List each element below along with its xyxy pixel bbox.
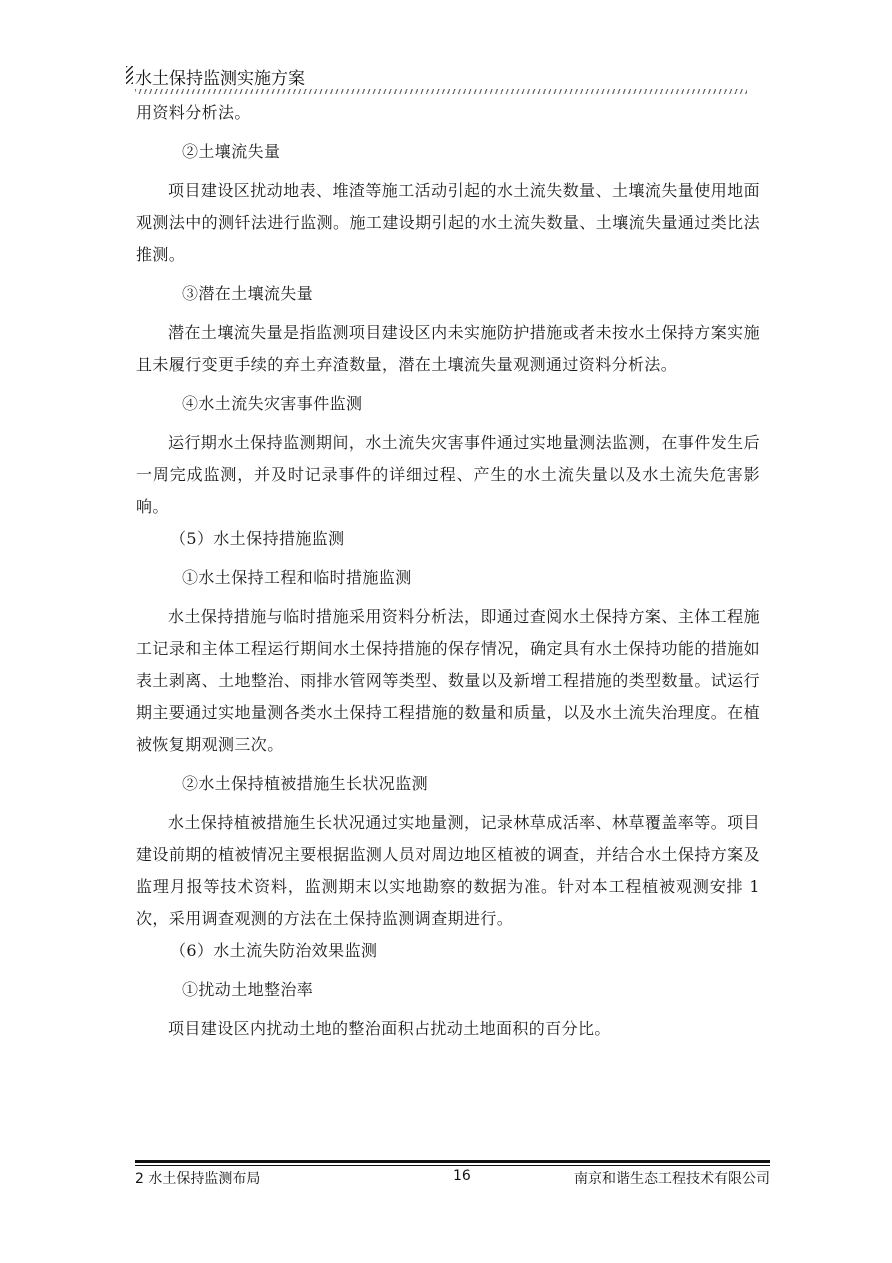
footer-chapter: 2 水土保持监测布局 [135,1171,261,1187]
subheading: ①扰动土地整治率 [182,980,314,999]
subheading: ②水土保持植被措施生长状况监测 [182,774,429,793]
header-title: 水土保持监测实施方案 [135,69,305,89]
paragraph: 项目建设区扰动地表、堆渣等施工活动引起的水土流失数量、土壤流失量使用地面观测法中的测钎法进行监测。施工建设期引起的水土流失数量、土壤流失量通过类比法推测。 [136,181,760,264]
header-rule [135,89,747,94]
page-header [135,62,747,96]
footer-rule [135,1160,770,1163]
paragraph: 水土保持措施与临时措施采用资料分析法，即通过查阅水土保持方案、主体工程施工记录和主体工程运行期间水土保持措施的保存情况，确定具有水土保持功能的措施如表土剥离、土地整治、雨排水管网等类型、数量以及新增工程措施的类型数量。试运行期主要通过实地量测各类水土保持工程措施的数量和质量，以及水土流失治理度。在植被恢复期观测三次。 [136,607,760,754]
footer-company: 南京和谐生态工程技术有限公司 [574,1171,770,1187]
page-number: 16 [453,1168,471,1184]
section-heading: （5）水土保持措施监测 [170,529,345,548]
paragraph: 用资料分析法。 [136,103,251,122]
subheading: ①水土保持工程和临时措施监测 [182,568,412,587]
paragraph: 潜在土壤流失量是指监测项目建设区内未实施防护措施或者未按水土保持方案实施且未履行变更手续的弃土弃渣数量，潜在土壤流失量观测通过资料分析法。 [136,323,760,374]
subheading: ③潜在土壤流失量 [182,284,314,303]
page-footer [135,1168,770,1190]
header-decoration [126,66,133,84]
paragraph: 项目建设区内扰动土地的整治面积占扰动土地面积的百分比。 [168,1019,611,1038]
paragraph: 水土保持植被措施生长状况通过实地量测，记录林草成活率、林草覆盖率等。项目建设前期的植被情况主要根据监测人员对周边地区植被的调查，并结合水土保持方案及监理月报等技术资料，监测期末以实地勘察的数据为准。针对本工程植被观测安排 1 次，采用调查观测的方法在土保持监测调查期进行。 [136,813,760,928]
footer-rule-thin [135,1165,770,1166]
section-heading: （6）水土流失防治效果监测 [170,941,378,960]
document-body [136,97,760,1045]
paragraph: 运行期水土保持监测期间，水土流失灾害事件通过实地量测法监测，在事件发生后一周完成监测，并及时记录事件的详细过程、产生的水土流失量以及水土流失危害影响。 [136,433,760,516]
subheading: ④水土流失灾害事件监测 [182,394,363,413]
subheading: ②土壤流失量 [182,142,281,161]
